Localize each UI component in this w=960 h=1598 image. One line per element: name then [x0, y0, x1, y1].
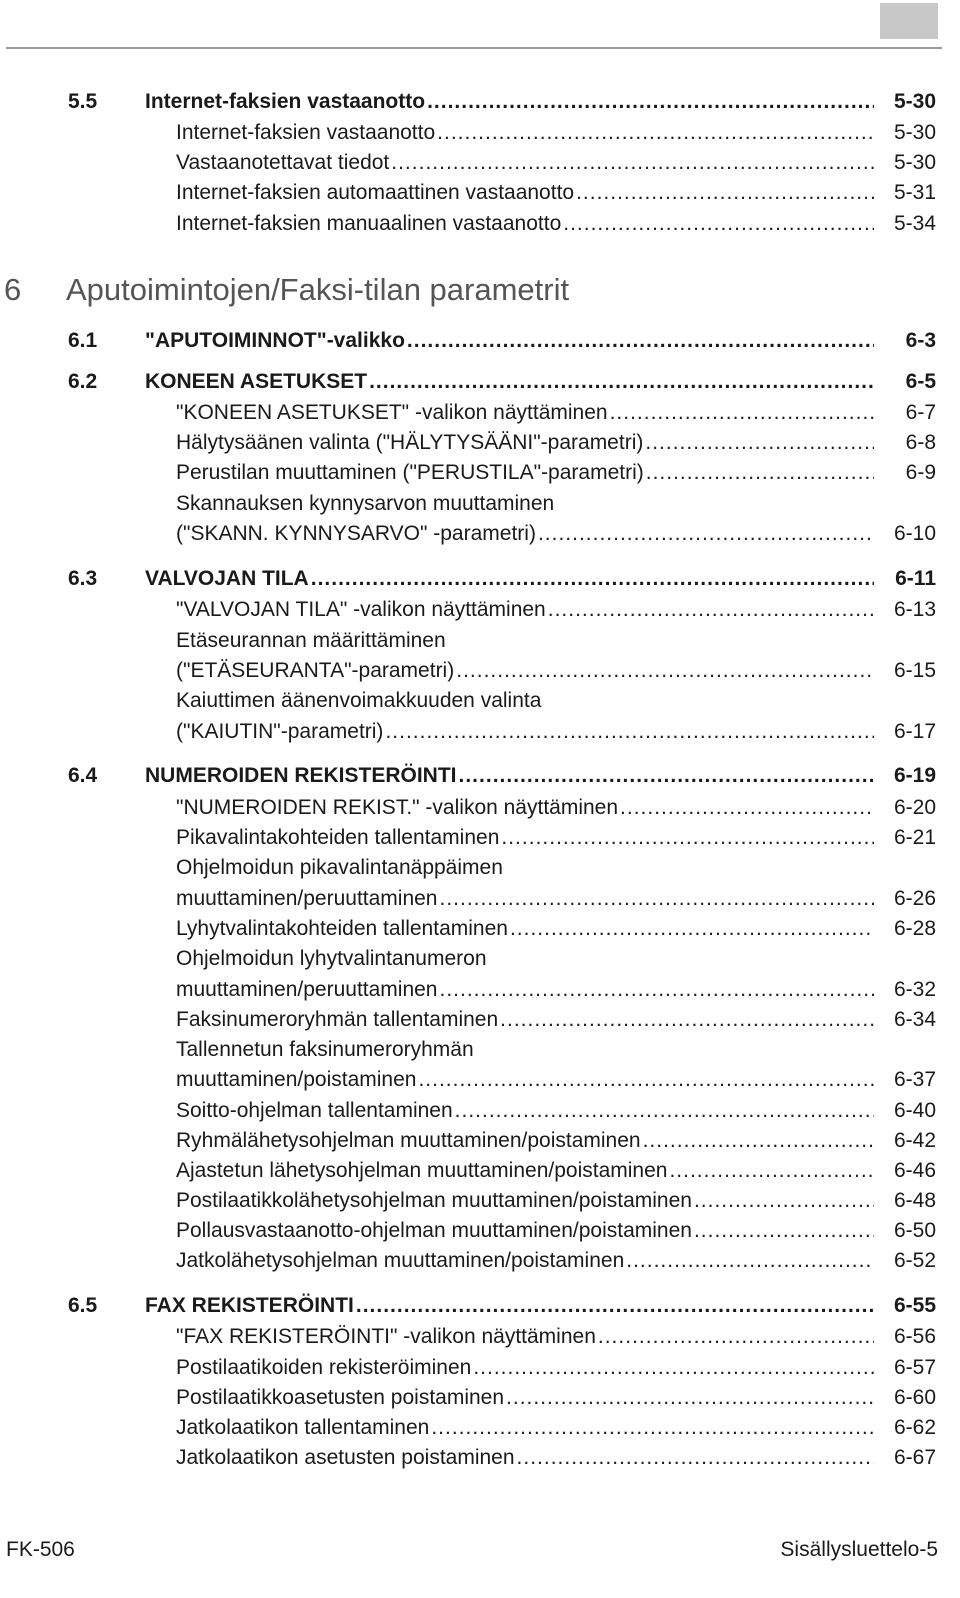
page-number: 6-9	[905, 461, 936, 484]
dot-leader	[517, 1445, 874, 1471]
entry-title: Jatkolähetysohjelman muuttaminen/poistaminen	[176, 1249, 625, 1272]
page-number: 6-55	[893, 1294, 936, 1317]
dot-leader	[645, 430, 874, 456]
entry-title: muuttaminen/poistaminen	[176, 1068, 417, 1091]
dot-leader	[500, 1007, 874, 1033]
section-title: "APUTOIMINNOT"-valikko	[145, 329, 405, 352]
page-number: 6-67	[893, 1446, 936, 1469]
dot-leader	[510, 916, 874, 942]
page-number: 6-32	[893, 978, 936, 1001]
entry-title-line1: Tallennetun faksinumeroryhmän	[176, 1038, 474, 1061]
page-number: 6-19	[893, 764, 936, 787]
entry-title: Hälytysäänen valinta ("HÄLYTYSÄÄNI"-parametri)	[176, 431, 644, 454]
page-number: 5-30	[893, 151, 936, 174]
entry-title: Pollausvastaanotto-ohjelman muuttaminen/poistaminen	[176, 1219, 692, 1242]
page-number: 6-28	[893, 917, 936, 940]
section-number: 6.3	[68, 567, 98, 590]
page-number: 5-31	[893, 181, 936, 204]
page-number: 6-10	[893, 522, 936, 545]
entry-title: Ajastetun lähetysohjelman muuttaminen/poistaminen	[176, 1159, 668, 1182]
entry-title: Jatkolaatikon tallentaminen	[176, 1416, 430, 1439]
dot-leader	[473, 1355, 874, 1381]
entry-title: Postilaatikkoasetusten poistaminen	[176, 1386, 505, 1409]
dot-leader	[610, 400, 874, 426]
dot-leader	[385, 719, 874, 745]
page-number: 6-40	[893, 1099, 936, 1122]
entry-title: Perustilan muuttaminen ("PERUSTILA"-parametri)	[176, 461, 644, 484]
section-title: VALVOJAN TILA	[145, 567, 309, 590]
entry-title-line1: Skannauksen kynnysarvon muuttaminen	[176, 492, 555, 515]
page-number: 6-15	[893, 659, 936, 682]
section-number: 6.2	[68, 370, 98, 393]
dot-leader	[440, 886, 875, 912]
entry-title: Pikavalintakohteiden tallentaminen	[176, 826, 500, 849]
dot-leader	[646, 460, 874, 486]
section-number: 6.5	[68, 1294, 98, 1317]
entry-title: Internet-faksien vastaanotto	[176, 121, 436, 144]
entry-title: muuttaminen/peruuttaminen	[176, 978, 438, 1001]
entry-title-line1: Ohjelmoidun lyhytvalintanumeron	[176, 947, 487, 970]
entry-title: Internet-faksien manuaalinen vastaanotto	[176, 212, 562, 235]
page-number: 6-42	[893, 1129, 936, 1152]
section-title: KONEEN ASETUKSET	[145, 370, 368, 393]
page-number: 5-30	[893, 121, 936, 144]
page-number: 6-50	[893, 1219, 936, 1242]
entry-title-line1: Ohjelmoidun pikavalintanäppäimen	[176, 856, 503, 879]
dot-leader	[643, 1128, 874, 1154]
page-number: 5-34	[893, 212, 936, 235]
dot-leader	[576, 180, 874, 206]
footer-model: FK-506	[6, 1538, 75, 1561]
entry-title: Soitto-ohjelman tallentaminen	[176, 1099, 453, 1122]
page-number: 5-30	[893, 90, 936, 113]
page-number: 6-34	[893, 1008, 936, 1031]
entry-title-line1: Etäseurannan määrittäminen	[176, 629, 446, 652]
section-number: 5.5	[68, 90, 98, 113]
dot-leader	[391, 150, 874, 176]
dot-leader	[427, 89, 874, 115]
dot-leader	[407, 328, 874, 354]
page-number: 6-60	[893, 1386, 936, 1409]
corner-tab	[880, 3, 938, 39]
dot-leader	[455, 1098, 874, 1124]
chapter-title: Aputoimintojen/Faksi-tilan parametrit	[66, 272, 570, 307]
page-number: 6-62	[893, 1416, 936, 1439]
page-number: 6-46	[893, 1159, 936, 1182]
entry-title: Postilaatikkolähetysohjelman muuttaminen/poistaminen	[176, 1189, 692, 1212]
dot-leader	[418, 1067, 874, 1093]
dot-leader	[548, 597, 874, 623]
footer-page-label: Sisällysluettelo-5	[780, 1538, 938, 1561]
dot-leader	[538, 521, 874, 547]
page-number: 6-3	[905, 329, 936, 352]
section-title: Internet-faksien vastaanotto	[145, 90, 426, 113]
dot-leader	[311, 566, 874, 592]
dot-leader	[598, 1324, 874, 1350]
entry-title: Faksinumeroryhmän tallentaminen	[176, 1008, 499, 1031]
dot-leader	[356, 1293, 874, 1319]
entry-title: Vastaanotettavat tiedot	[176, 151, 390, 174]
dot-leader	[506, 1385, 874, 1411]
page-number: 6-57	[893, 1356, 936, 1379]
entry-title: "KONEEN ASETUKSET" -valikon näyttäminen	[176, 401, 608, 424]
page-number: 6-8	[905, 431, 936, 454]
header-rule	[6, 47, 942, 49]
page-number: 6-13	[893, 598, 936, 621]
page-number: 6-17	[893, 720, 936, 743]
dot-leader	[456, 658, 874, 684]
dot-leader	[459, 763, 874, 789]
entry-title: muuttaminen/peruuttaminen	[176, 887, 438, 910]
page-number: 6-20	[893, 796, 936, 819]
entry-title: Ryhmälähetysohjelman muuttaminen/poistaminen	[176, 1129, 641, 1152]
entry-title-line1: Kaiuttimen äänenvoimakkuuden valinta	[176, 689, 542, 712]
chapter-heading	[4, 272, 569, 308]
entry-title: Internet-faksien automaattinen vastaanotto	[176, 181, 575, 204]
dot-leader	[563, 211, 874, 237]
section-title: NUMEROIDEN REKISTERÖINTI	[145, 764, 457, 787]
dot-leader	[440, 977, 875, 1003]
chapter-number: 6	[4, 272, 22, 307]
dot-leader	[369, 369, 874, 395]
page-number: 6-7	[905, 401, 936, 424]
page-number: 6-37	[893, 1068, 936, 1091]
entry-title: "VALVOJAN TILA" -valikon näyttäminen	[176, 598, 546, 621]
page-number: 6-52	[893, 1249, 936, 1272]
dot-leader	[694, 1188, 874, 1214]
page-number: 6-26	[893, 887, 936, 910]
entry-title: Lyhytvalintakohteiden tallentaminen	[176, 917, 508, 940]
entry-title: Jatkolaatikon asetusten poistaminen	[176, 1446, 515, 1469]
dot-leader	[669, 1158, 874, 1184]
page-number: 6-56	[893, 1325, 936, 1348]
dot-leader	[694, 1218, 874, 1244]
entry-title: "FAX REKISTERÖINTI" -valikon näyttäminen	[176, 1325, 596, 1348]
section-number: 6.4	[68, 764, 98, 787]
section-title: FAX REKISTERÖINTI	[145, 1294, 354, 1317]
dot-leader	[620, 795, 874, 821]
dot-leader	[431, 1415, 874, 1441]
page-number: 6-48	[893, 1189, 936, 1212]
page-number: 6-21	[893, 826, 936, 849]
entry-title: ("SKANN. KYNNYSARVO" -parametri)	[176, 522, 536, 545]
entry-title: ("KAIUTIN"-parametri)	[176, 720, 384, 743]
page-number: 6-11	[895, 567, 936, 590]
dot-leader	[437, 120, 874, 146]
section-number: 6.1	[68, 329, 98, 352]
page-number: 6-5	[905, 370, 936, 393]
entry-title: ("ETÄSEURANTA"-parametri)	[176, 659, 455, 682]
dot-leader	[626, 1248, 874, 1274]
dot-leader	[501, 825, 874, 851]
entry-title: Postilaatikoiden rekisteröiminen	[176, 1356, 472, 1379]
entry-title: "NUMEROIDEN REKIST." -valikon näyttäminen	[176, 796, 619, 819]
